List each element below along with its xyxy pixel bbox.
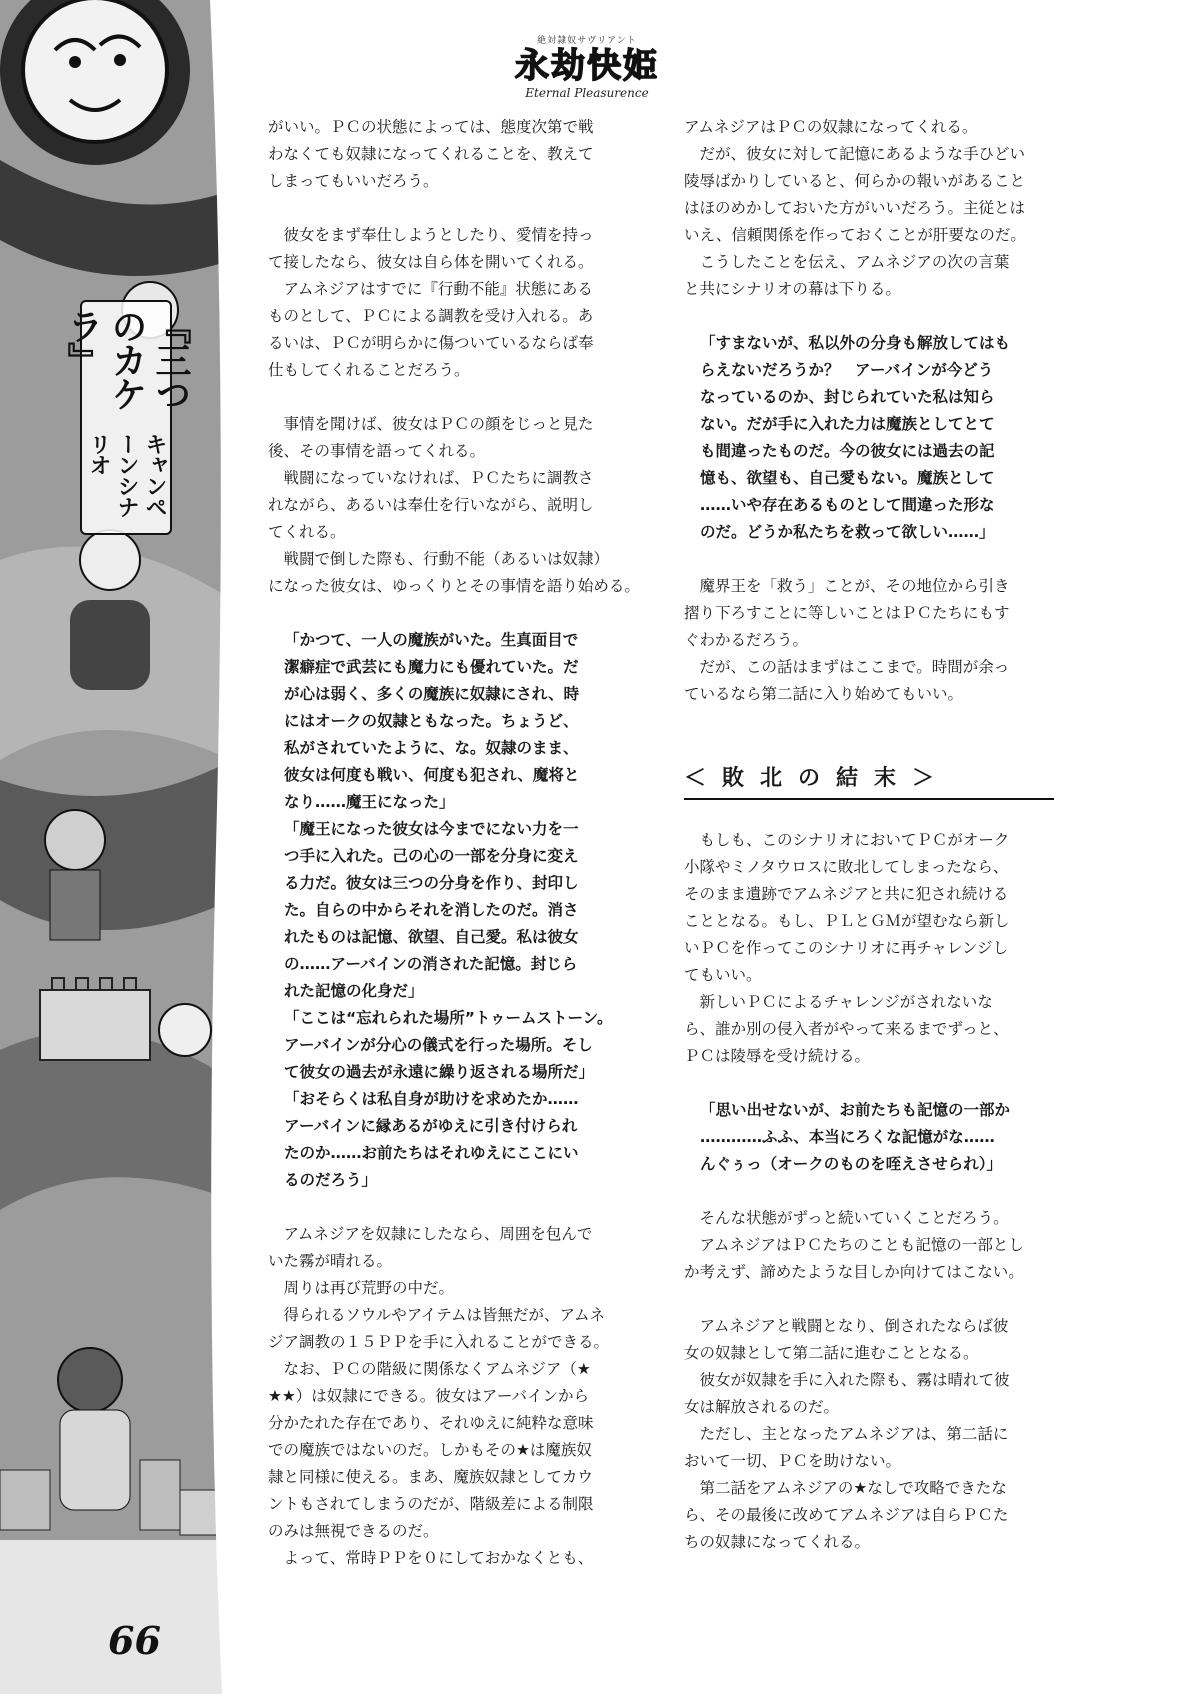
text-line: てくれる。 xyxy=(268,523,346,541)
text-line: 「おそらくは私自身が助けを求めたか…… xyxy=(284,1090,579,1108)
text-line: 摺り下ろすことに等しいことはＰＣたちにもす xyxy=(684,604,1010,622)
text-line: るのだろう」 xyxy=(284,1171,378,1189)
text-paragraph xyxy=(268,222,638,384)
text-line: アーバインに縁あるがゆえに引き付けられ xyxy=(284,1117,578,1135)
text-line: だが、この話はまずはここまで。時間が余っ xyxy=(684,658,1010,676)
page-number: 66 xyxy=(108,1618,161,1663)
text-line: のだ。どうか私たちを救って欲しい……」 xyxy=(700,523,995,541)
dialogue-block xyxy=(684,1097,1054,1178)
text-line: た。自らの中からそれを消したのだ。消さ xyxy=(284,901,579,919)
text-line: 小隊やミノタウロスに敗北してしまったなら、 xyxy=(684,858,1009,876)
text-line: れながら、あるいは奉仕を行いながら、説明し xyxy=(268,496,594,514)
text-line: 分かたれた存在であり、それゆえに純粋な意味 xyxy=(268,1414,594,1432)
sidebar-title-main: 『三つのカケラ』 xyxy=(62,308,191,410)
text-line: 周りは再び荒野の中だ。 xyxy=(268,1279,455,1297)
paragraph-gap xyxy=(684,800,1054,827)
sidebar-title-sub: キャンペーンシナリオ xyxy=(86,433,167,518)
text-line: ら、誰か別の侵入者がやって来るまでずっと、 xyxy=(684,1020,1009,1038)
text-line: 魔界王を「救う」ことが、その地位から引き xyxy=(684,577,1010,595)
text-line: か考えず、諦めたような目しか向けてはこない。 xyxy=(684,1263,1024,1281)
text-line: ただし、主となったアムネジアは、第二話に xyxy=(684,1425,1009,1443)
text-line: てもいい。 xyxy=(684,966,762,984)
text-line: なり……魔王になった」 xyxy=(284,793,455,811)
text-line: もしも、このシナリオにおいてＰＣがオーク xyxy=(684,831,1010,849)
text-line: 後、その事情を語ってくれる。 xyxy=(268,442,486,460)
text-line: ぐわかるだろう。 xyxy=(684,631,809,649)
text-line: での魔族ではないのだ。しかもその★は魔族奴 xyxy=(268,1441,592,1459)
text-line: よって、常時ＰＰを０にしておかなくとも、 xyxy=(268,1549,594,1567)
text-line: 「思い出せないが、お前たちも記憶の一部か xyxy=(700,1101,1011,1119)
text-line: 事情を聞けば、彼女はＰＣの顔をじっと見た xyxy=(268,415,594,433)
text-line: アムネジアはＰＣたちのことも記憶の一部とし xyxy=(684,1236,1024,1254)
sidebar-illustration xyxy=(0,0,232,1694)
text-line: 彼女が奴隷を手に入れた際も、霧は晴れて彼 xyxy=(684,1371,1010,1389)
text-line: んぐぅっ（オークのものを咥えさせられ）」 xyxy=(700,1155,1002,1173)
text-line: 仕もしてくれることだろう。 xyxy=(268,361,470,379)
text-line: ものとして、ＰＣによる調教を受け入れる。あ xyxy=(268,307,594,325)
text-paragraph xyxy=(684,1205,1054,1286)
text-line: ているなら第二話に入り始めてもいい。 xyxy=(684,685,964,703)
text-line: アムネジアを奴隷にしたなら、周囲を包んで xyxy=(268,1225,593,1243)
text-line: 第二話をアムネジアの★なしで攻略できたな xyxy=(684,1479,1007,1497)
text-line: 憶も、欲望も、自己愛もない。魔族として xyxy=(700,469,995,487)
text-paragraph xyxy=(684,573,1054,708)
logo-subtitle: 絶対隷奴サヴリアント xyxy=(537,36,637,46)
text-paragraph xyxy=(684,827,1054,1070)
logo-english: Eternal Pleasurence xyxy=(525,86,649,100)
text-line: ……いや存在あるものとして間違った形な xyxy=(700,496,995,514)
text-line: 戦闘で倒した際も、行動不能（あるいは奴隷） xyxy=(268,550,610,568)
text-line: そのまま遺跡でアムネジアと共に犯され続ける xyxy=(684,885,1009,903)
text-line: こうしたことを伝え、アムネジアの次の言葉 xyxy=(684,253,1010,271)
dialogue-block xyxy=(268,627,638,1194)
text-line: おいて一切、ＰＣを助けない。 xyxy=(684,1452,902,1470)
paragraph-gap xyxy=(268,600,638,627)
paragraph-gap xyxy=(684,546,1054,573)
text-line: アムネジアはすでに『行動不能』状態にある xyxy=(268,280,593,298)
text-paragraph xyxy=(684,1313,1054,1556)
paragraph-gap xyxy=(268,195,638,222)
text-line: 「かつて、一人の魔族がいた。生真面目で xyxy=(284,631,579,649)
text-line: れたものは記憶、欲望、自己愛。私は彼女 xyxy=(284,928,579,946)
text-line: アーバインが分心の儀式を行った場所。そし xyxy=(284,1036,593,1054)
text-line: 新しいＰＣによるチャレンジがされないな xyxy=(684,993,993,1011)
text-line: アムネジアと戦闘となり、倒されたならば彼 xyxy=(684,1317,1009,1335)
paragraph-gap xyxy=(684,1286,1054,1313)
paragraph-gap xyxy=(684,1178,1054,1205)
text-line: も間違ったものだ。今の彼女には過去の記 xyxy=(700,442,995,460)
text-paragraph xyxy=(268,1221,638,1572)
left-column xyxy=(268,114,638,1572)
text-line: 「ここは“忘れられた場所”トゥームストーン。 xyxy=(284,1009,613,1027)
text-line: 彼女は何度も戦い、何度も犯され、魔将と xyxy=(284,766,580,784)
text-line: 「すまないが、私以外の分身も解放してはも xyxy=(700,334,1011,352)
paragraph-gap xyxy=(268,1194,638,1221)
text-line: るいは、ＰＣが明らかに傷ついているならば奉 xyxy=(268,334,594,352)
text-line: だが、彼女に対して記憶にあるような手ひどい xyxy=(684,145,1026,163)
text-line: る力だ。彼女は三つの分身を作り、封印し xyxy=(284,874,579,892)
paragraph-gap xyxy=(684,303,1054,330)
text-line: と共にシナリオの幕は下りる。 xyxy=(684,280,901,298)
text-line: たのか……お前たちはそれゆえにここにい xyxy=(284,1144,579,1162)
text-line: 陵辱ばかりしていると、何らかの報いがあること xyxy=(684,172,1026,190)
paragraph-gap xyxy=(684,708,1054,735)
text-line: 私がされていたように、な。奴隷のまま、 xyxy=(284,739,579,757)
manga-illustration-art xyxy=(0,0,232,1694)
text-line: はほのめかしておいた方がいいだろう。主従とは xyxy=(684,199,1026,217)
text-line: しまってもいいだろう。 xyxy=(268,172,439,190)
text-line: らえないだろうか？ アーバインが今どう xyxy=(700,361,994,379)
text-line: ない。だが手に入れた力は魔族としてとて xyxy=(700,415,995,433)
text-line: ジア調教の１５ＰＰを手に入れることができる。 xyxy=(268,1333,610,1351)
text-line: ＰＣは陵辱を受け続ける。 xyxy=(684,1047,871,1065)
text-line: 戦闘になっていなければ、ＰＣたちに調教さ xyxy=(268,469,594,487)
text-line: いＰＣを作ってこのシナリオに再チャレンジし xyxy=(684,939,1009,957)
text-line: 潔癖症で武芸にも魔力にも優れていた。だ xyxy=(284,658,579,676)
text-line: れた記憶の化身だ」 xyxy=(284,982,424,1000)
text-line: 女の奴隷として第二話に進むこととなる。 xyxy=(684,1344,979,1362)
text-line: ントもされてしまうのだが、階級差による制限 xyxy=(268,1495,594,1513)
text-line: わなくても奴隷になってくれることを、教えて xyxy=(268,145,594,163)
text-line: の……アーバインの消された記憶。封じら xyxy=(284,955,578,973)
text-line: いた霧が晴れる。 xyxy=(268,1252,393,1270)
sidebar-vertical-title xyxy=(62,300,191,535)
section-heading: ＜敗北の結末＞ xyxy=(684,762,1054,800)
text-line: にはオークの奴隷ともなった。ちょうど、 xyxy=(284,712,579,730)
text-line: が心は弱く、多くの魔族に奴隷にされ、時 xyxy=(284,685,580,703)
text-paragraph xyxy=(268,411,638,600)
text-paragraph xyxy=(684,114,1054,303)
paragraph-gap xyxy=(684,735,1054,762)
text-line: こととなる。もし、ＰＬとＧＭが望むなら新し xyxy=(684,912,1010,930)
text-line: のみは無視できるのだ。 xyxy=(268,1522,439,1540)
text-line: がいい。ＰＣの状態によっては、態度次第で戦 xyxy=(268,118,594,136)
text-line: ら、その最後に改めてアムネジアは自らＰＣた xyxy=(684,1506,1009,1524)
text-line: いえ、信頼関係を作っておくことが肝要なのだ。 xyxy=(684,226,1026,244)
text-line: …………ふふ、本当にろくな記憶がな…… xyxy=(700,1128,995,1146)
right-column xyxy=(684,114,1054,1556)
text-line: 「魔王になった彼女は今までにない力を一 xyxy=(284,820,579,838)
text-line: 女は解放されるのだ。 xyxy=(684,1398,840,1416)
text-paragraph xyxy=(268,114,638,195)
paragraph-gap xyxy=(268,384,638,411)
text-line: 隷と同様に使える。まあ、魔族奴隷としてカウ xyxy=(268,1468,593,1486)
text-line: つ手に入れた。己の心の一部を分身に変え xyxy=(284,847,579,865)
dialogue-block xyxy=(684,330,1054,546)
text-line: アムネジアはＰＣの奴隷になってくれる。 xyxy=(684,118,978,136)
text-line: て彼女の過去が永遠に繰り返される場所だ」 xyxy=(284,1063,595,1081)
paragraph-gap xyxy=(684,1070,1054,1097)
header-logo xyxy=(498,36,676,104)
text-line: なお、ＰＣの階級に関係なくアムネジア（★ xyxy=(268,1360,591,1378)
text-line: なっているのか、封じられていた私は知ら xyxy=(700,388,995,406)
text-line: て接したなら、彼女は自ら体を開いてくれる。 xyxy=(268,253,594,271)
text-line: 彼女をまず奉仕しようとしたり、愛情を持っ xyxy=(268,226,594,244)
text-line: 得られるソウルやアイテムは皆無だが、アムネ xyxy=(268,1306,605,1324)
text-line: ちの奴隷になってくれる。 xyxy=(684,1533,871,1551)
text-line: になった彼女は、ゆっくりとその事情を語り始める。 xyxy=(268,577,640,595)
text-line: そんな状態がずっと続いていくことだろう。 xyxy=(684,1209,1009,1227)
logo-title: 永劫快姫 xyxy=(515,46,659,86)
text-line: ★★）は奴隷にできる。彼女はアーバインから xyxy=(268,1387,590,1405)
